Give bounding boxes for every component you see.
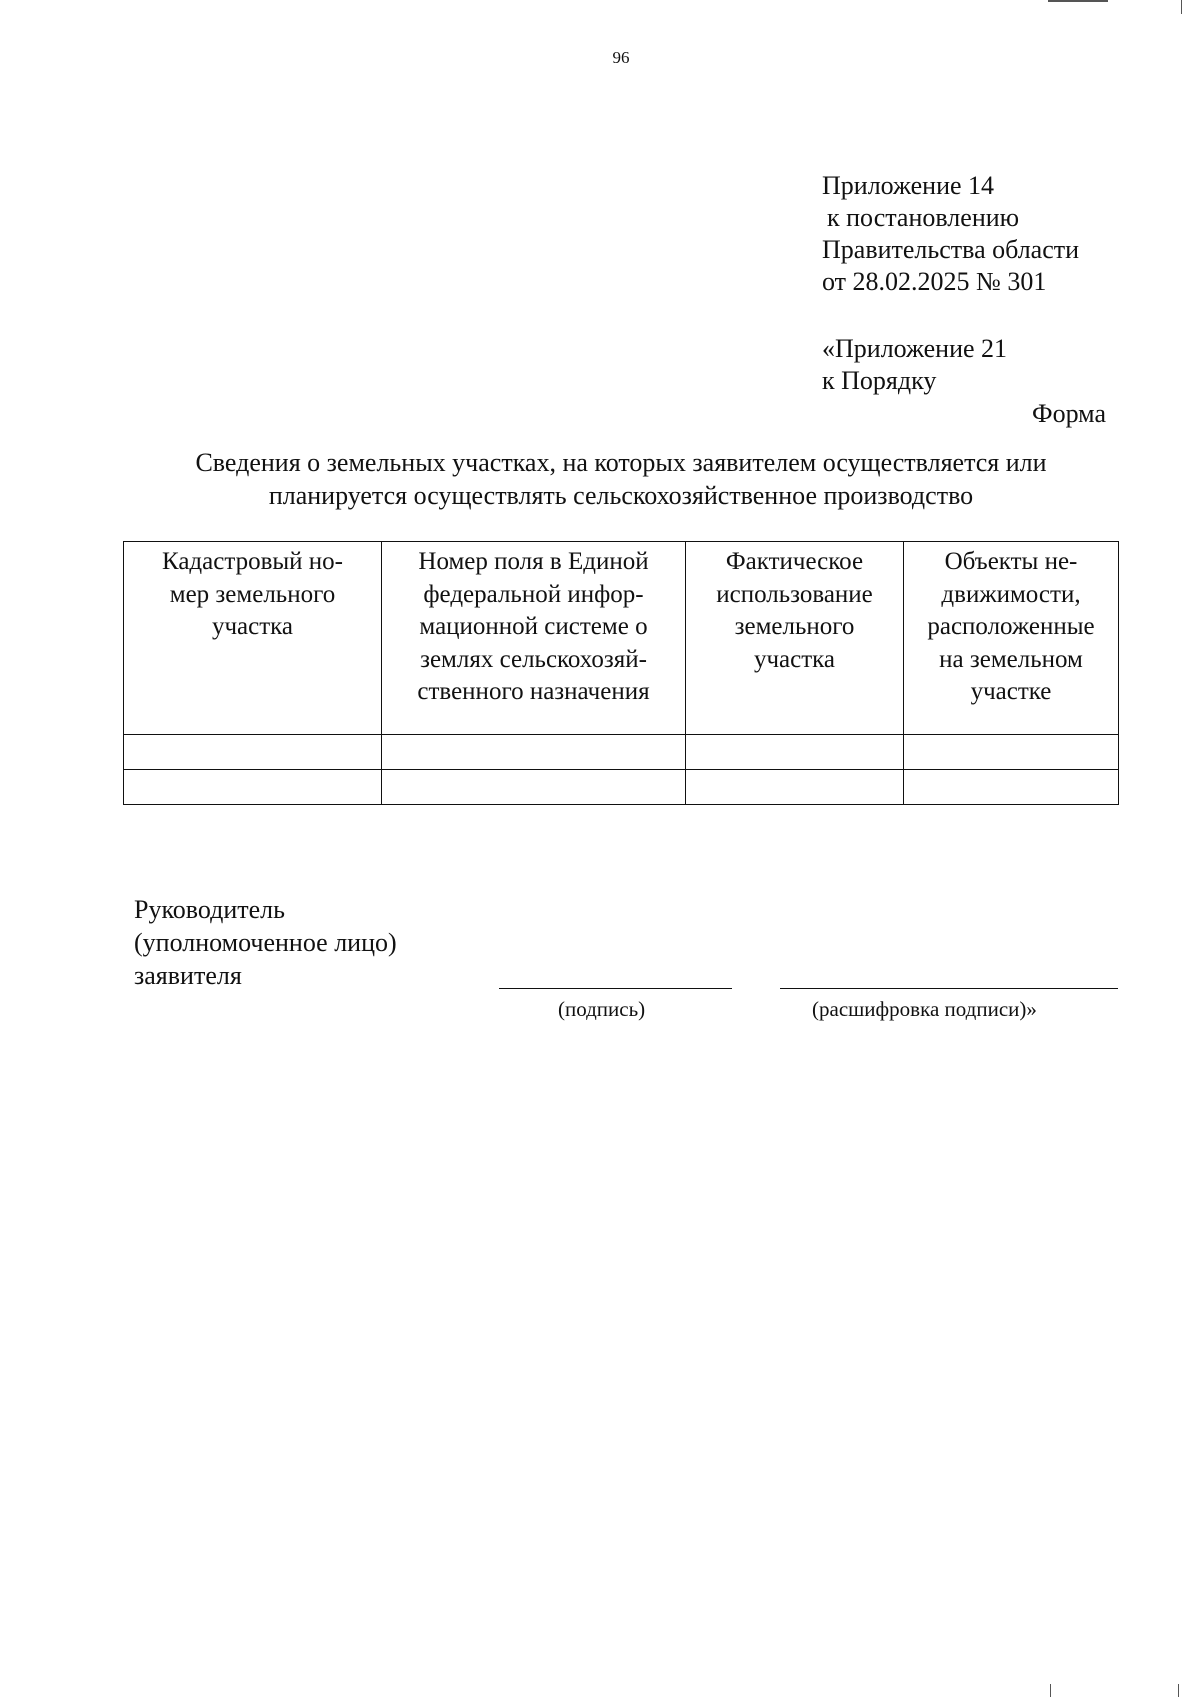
header-line: землях сельскохозяй- xyxy=(420,645,647,673)
signature-caption: (подпись) xyxy=(558,997,646,1021)
scan-edge-mark-bottom xyxy=(1050,1684,1051,1697)
scan-edge-mark-top-right xyxy=(1181,0,1182,14)
header-line: Кадастровый но- xyxy=(161,548,344,575)
table-cell[interactable] xyxy=(382,735,686,770)
table-row xyxy=(124,735,1119,770)
header-line: участке xyxy=(970,678,1052,705)
table-cell[interactable] xyxy=(124,770,382,805)
header-line: использование xyxy=(716,580,873,608)
header-line: мационной системе о xyxy=(419,613,648,640)
header-line: Номер поля в Единой xyxy=(418,548,649,575)
page-number: 96 xyxy=(612,48,630,67)
approval-line: к постановлению xyxy=(827,203,1020,232)
scan-edge-mark-bottom-right xyxy=(1178,1684,1179,1697)
document-title-line: планируется осуществлять сельскохозяйственное производство xyxy=(268,481,974,510)
document-title-line: Сведения о земельных участках, на которых заявителем осуществляется или xyxy=(195,448,1047,477)
header-real-estate-objects xyxy=(904,542,1119,735)
header-line: ственного назначения xyxy=(417,678,650,705)
appendix-block xyxy=(822,333,1007,397)
document-title xyxy=(130,446,1112,512)
appendix-line: к Порядку xyxy=(822,366,937,395)
header-line: Объекты не- xyxy=(944,548,1078,575)
approval-line: от 28.02.2025 № 301 xyxy=(822,267,1047,296)
signer-line: (уполномоченное лицо) xyxy=(134,928,397,957)
header-line: Фактическое xyxy=(725,548,864,575)
table-cell[interactable] xyxy=(686,770,904,805)
header-line: на земельном xyxy=(939,645,1083,673)
signer-block xyxy=(134,893,397,992)
approval-line: Приложение 14 xyxy=(822,171,995,200)
signature-decoding-line[interactable] xyxy=(780,988,1118,989)
table-cell[interactable] xyxy=(686,735,904,770)
table-header-row xyxy=(124,542,1119,735)
approval-line: Правительства области xyxy=(822,235,1080,264)
header-line: расположенные xyxy=(927,613,1095,640)
table-cell[interactable] xyxy=(904,770,1119,805)
signer-line: Руководитель xyxy=(134,895,285,924)
signer-line: заявителя xyxy=(134,961,242,990)
header-line: участка xyxy=(753,645,836,673)
table-cell[interactable] xyxy=(124,735,382,770)
land-plots-table xyxy=(123,541,1119,805)
signature-line[interactable] xyxy=(499,988,732,989)
approval-block xyxy=(822,170,1079,298)
table-row xyxy=(124,770,1119,805)
header-line: движимости, xyxy=(941,580,1081,608)
table-cell[interactable] xyxy=(904,735,1119,770)
table-cell[interactable] xyxy=(382,770,686,805)
header-field-number xyxy=(382,542,686,735)
header-actual-use xyxy=(686,542,904,735)
signature-decoding-caption: (расшифровка подписи)» xyxy=(812,997,1037,1021)
header-line: земельного xyxy=(734,613,855,640)
appendix-line: «Приложение 21 xyxy=(822,334,1008,363)
header-line: участка xyxy=(211,613,294,640)
header-cadastral-number xyxy=(124,542,382,735)
header-line: федеральной инфор- xyxy=(423,580,644,608)
scan-edge-mark-top xyxy=(1048,0,1108,2)
form-label: Форма xyxy=(1032,399,1106,428)
header-line: мер земельного xyxy=(169,580,336,608)
